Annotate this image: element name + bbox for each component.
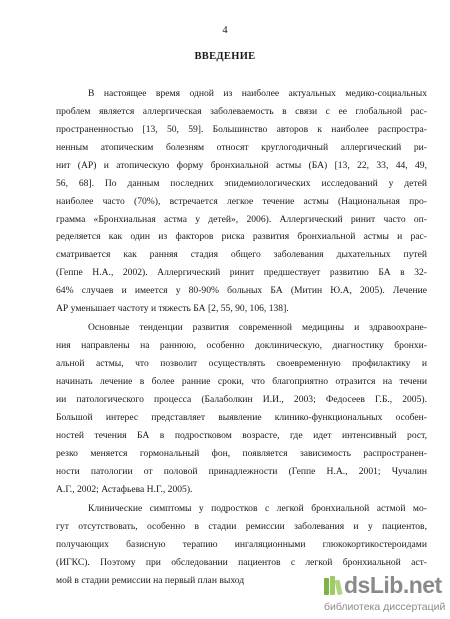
- watermark-logo-text: dsLib.net: [344, 572, 442, 598]
- text-line: Клинические симптомы у подростков с легкой бронхиальной астмой мо-: [88, 503, 427, 514]
- text-line: ностей течения БА в подростковом возрасте, где идет интенсивный рост,: [56, 430, 427, 441]
- text-line: начинать лечение в более ранние сроки, что благоприятно отразится на течени: [56, 376, 427, 387]
- text-line: Основные тенденции развития современной медицины и здравоохране-: [88, 322, 427, 333]
- text-line: получающих базисную терапию ингаляционными глюкокортикостероидами: [56, 539, 427, 550]
- site-watermark: [320, 571, 448, 617]
- text-line: ненным атопическим болезням относят круглогодичный аллергический ри-: [56, 142, 427, 153]
- text-line: резко меняется гормональный фон, появляется зависимость распространен-: [56, 448, 427, 459]
- text-line: гут отсутствовать, особенно в стадии ремиссии заболевания и у пациентов,: [56, 521, 427, 532]
- text-line: ния направлены на раннюю, особенно доклиническую, диагностику бронхи-: [56, 340, 427, 351]
- text-line: проблем является аллергическая заболеваемость в связи с ее глобальной рас-: [56, 106, 427, 117]
- text-line: В настоящее время одной из наиболее актуальных медико-социальных: [88, 88, 427, 99]
- text-line: ности патологии от половой принадлежности (Геппе Н.А., 2001; Чучалин: [56, 466, 427, 477]
- text-line: альной астмы, что позволит осуществлять своевременную профилактику и: [56, 358, 427, 369]
- text-line: 64% случаев и имеется у 80-90% больных БА (Митин Ю.А, 2005). Лечение: [56, 285, 427, 296]
- text-line: ии патологического процесса (Балаболкин И.И., 2003; Федосеев Г.Б., 2005).: [56, 394, 427, 405]
- book-stack-icon: [322, 575, 344, 597]
- page-number: 4: [222, 25, 228, 36]
- watermark-tagline: библиотека диссертаций: [324, 601, 446, 613]
- text-line: (ИГКС). Поэтому при обследовании пациентов с легкой бронхиальной аст-: [56, 557, 427, 568]
- text-line: сматривается как ранняя стадия общего заболевания дыхательных путей: [56, 249, 427, 260]
- text-line: мой в стадии ремиссии на первый план выход: [56, 575, 245, 586]
- text-line: грамма «Бронхиальная астма у детей», 2006). Аллергический ринит часто оп-: [56, 214, 427, 225]
- text-line: 56, 68]. По данным последних эпидемиологических исследований у детей: [56, 178, 427, 189]
- text-line: нит (АР) и атопическую форму бронхиальной астмы (БА) [13, 22, 33, 44, 49,: [56, 160, 427, 171]
- watermark-logo: [320, 571, 448, 599]
- text-line: пространенностью [13, 50, 59]. Большинство авторов к наиболее распростра-: [56, 124, 427, 135]
- text-line: ределяется как один из факторов риска развития бронхиальной астмы и рас-: [56, 231, 427, 242]
- text-line: Большой интерес представляет выявление клинико-функциональных особен-: [56, 412, 427, 423]
- text-line: А.Г., 2002; Астафьева Н.Г., 2005).: [56, 484, 193, 495]
- text-line: наиболее часто (70%), встречается легкое течение астмы (Национальная про-: [56, 196, 427, 207]
- text-line: АР уменьшает частоту и тяжесть БА [2, 55, 90, 106, 138].: [56, 303, 289, 314]
- text-line: (Геппе Н.А., 2002). Аллергический ринит предшествует развитию БА в 32-: [56, 267, 427, 278]
- section-heading: ВВЕДЕНИЕ: [194, 51, 256, 62]
